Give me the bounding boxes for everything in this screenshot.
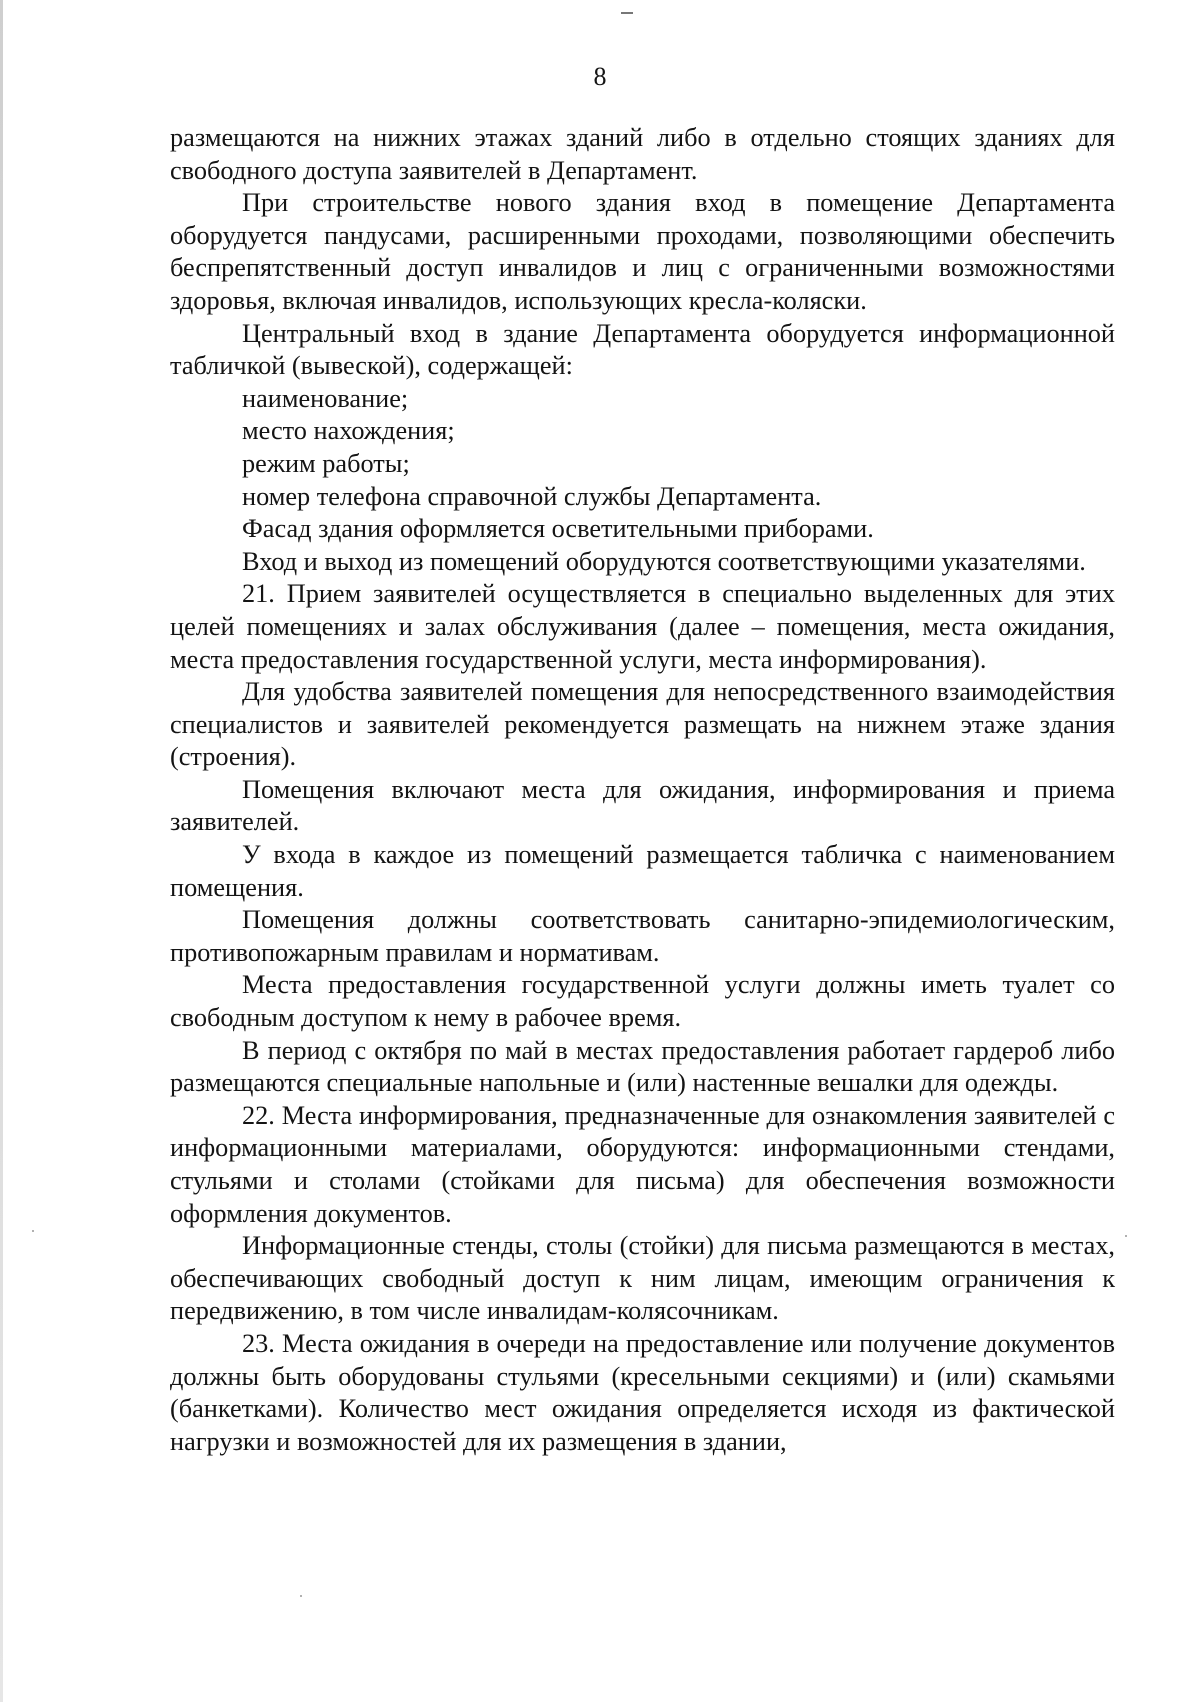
paragraph: Помещения включают места для ожидания, информирования и приема заявителей. xyxy=(170,774,1115,837)
paragraph: размещаются на нижних этажах зданий либо в отдельно стоящих зданиях для свободного доступа заявителей в Департамент. xyxy=(170,123,1115,185)
scan-mark xyxy=(621,12,633,14)
list-item: наименование; xyxy=(242,383,409,413)
paragraph: В период с октября по май в местах предоставления работает гардероб либо размещаются специальные напольные и (или) настенные вешалки для одежды. xyxy=(170,1035,1115,1098)
scan-edge-shadow xyxy=(0,0,3,1702)
paragraph: У входа в каждое из помещений размещается табличка с наименованием помещения. xyxy=(170,840,1115,902)
paragraph: 21. Прием заявителей осуществляется в специально выделенных для этих целей помещениях и залах обслуживания (далее – помещения, места ожидания, места предоставления государственной услуги, места информирования). xyxy=(170,579,1115,674)
paragraph: Места предоставления государственной услуги должны иметь туалет со свободным доступом к нему в рабочее время. xyxy=(170,970,1115,1033)
list-item: режим работы; xyxy=(242,448,410,478)
scan-speck xyxy=(32,1230,34,1232)
paragraph: Фасад здания оформляется осветительными приборами. xyxy=(242,514,874,544)
scan-speck xyxy=(1125,1235,1127,1237)
document-body xyxy=(170,122,1115,1458)
paragraph: 23. Места ожидания в очереди на предоставление или получение документов должны быть оборудованы стульями (кресельными секциями) и (или) скамьями (банкетками). Количество мест ожидания определяется исходя из фактической нагрузки и возможностей для их размещения в здании, xyxy=(170,1328,1115,1456)
paragraph: Вход и выход из помещений оборудуются соответствующими указателями. xyxy=(242,546,1086,576)
paragraph: Информационные стенды, столы (стойки) для письма размещаются в местах, обеспечивающих свободный доступ к ним лицам, имеющим ограничения к передвижению, в том числе инвалидам-колясочникам. xyxy=(170,1231,1115,1326)
list-item: номер телефона справочной службы Департамента. xyxy=(242,481,822,511)
scan-speck xyxy=(300,1595,302,1597)
paragraph: Помещения должны соответствовать санитарно-эпидемиологическим, противопожарным правилам и нормативам. xyxy=(170,905,1115,967)
paragraph: 22. Места информирования, предназначенные для ознакомления заявителей с информационными материалами, оборудуются: информационными стендами, стульями и столами (стойками для письма) для обеспечения возможности оформления документов. xyxy=(170,1100,1115,1228)
paragraph: Центральный вход в здание Департамента оборудуется информационной табличкой (вывеской), содержащей: xyxy=(170,318,1115,381)
page-number: 8 xyxy=(593,62,607,91)
paragraph: Для удобства заявителей помещения для непосредственного взаимодействия специалистов и заявителей рекомендуется размещать на нижнем этаже здания (строения). xyxy=(170,677,1115,772)
paragraph: При строительстве нового здания вход в помещение Департамента оборудуется пандусами, расширенными проходами, позволяющими обеспечить беспрепятственный доступ инвалидов и лиц с ограниченными возможностями здоровья, включая инвалидов, использующих кресла-коляски. xyxy=(170,188,1115,315)
list-item: место нахождения; xyxy=(242,416,455,446)
